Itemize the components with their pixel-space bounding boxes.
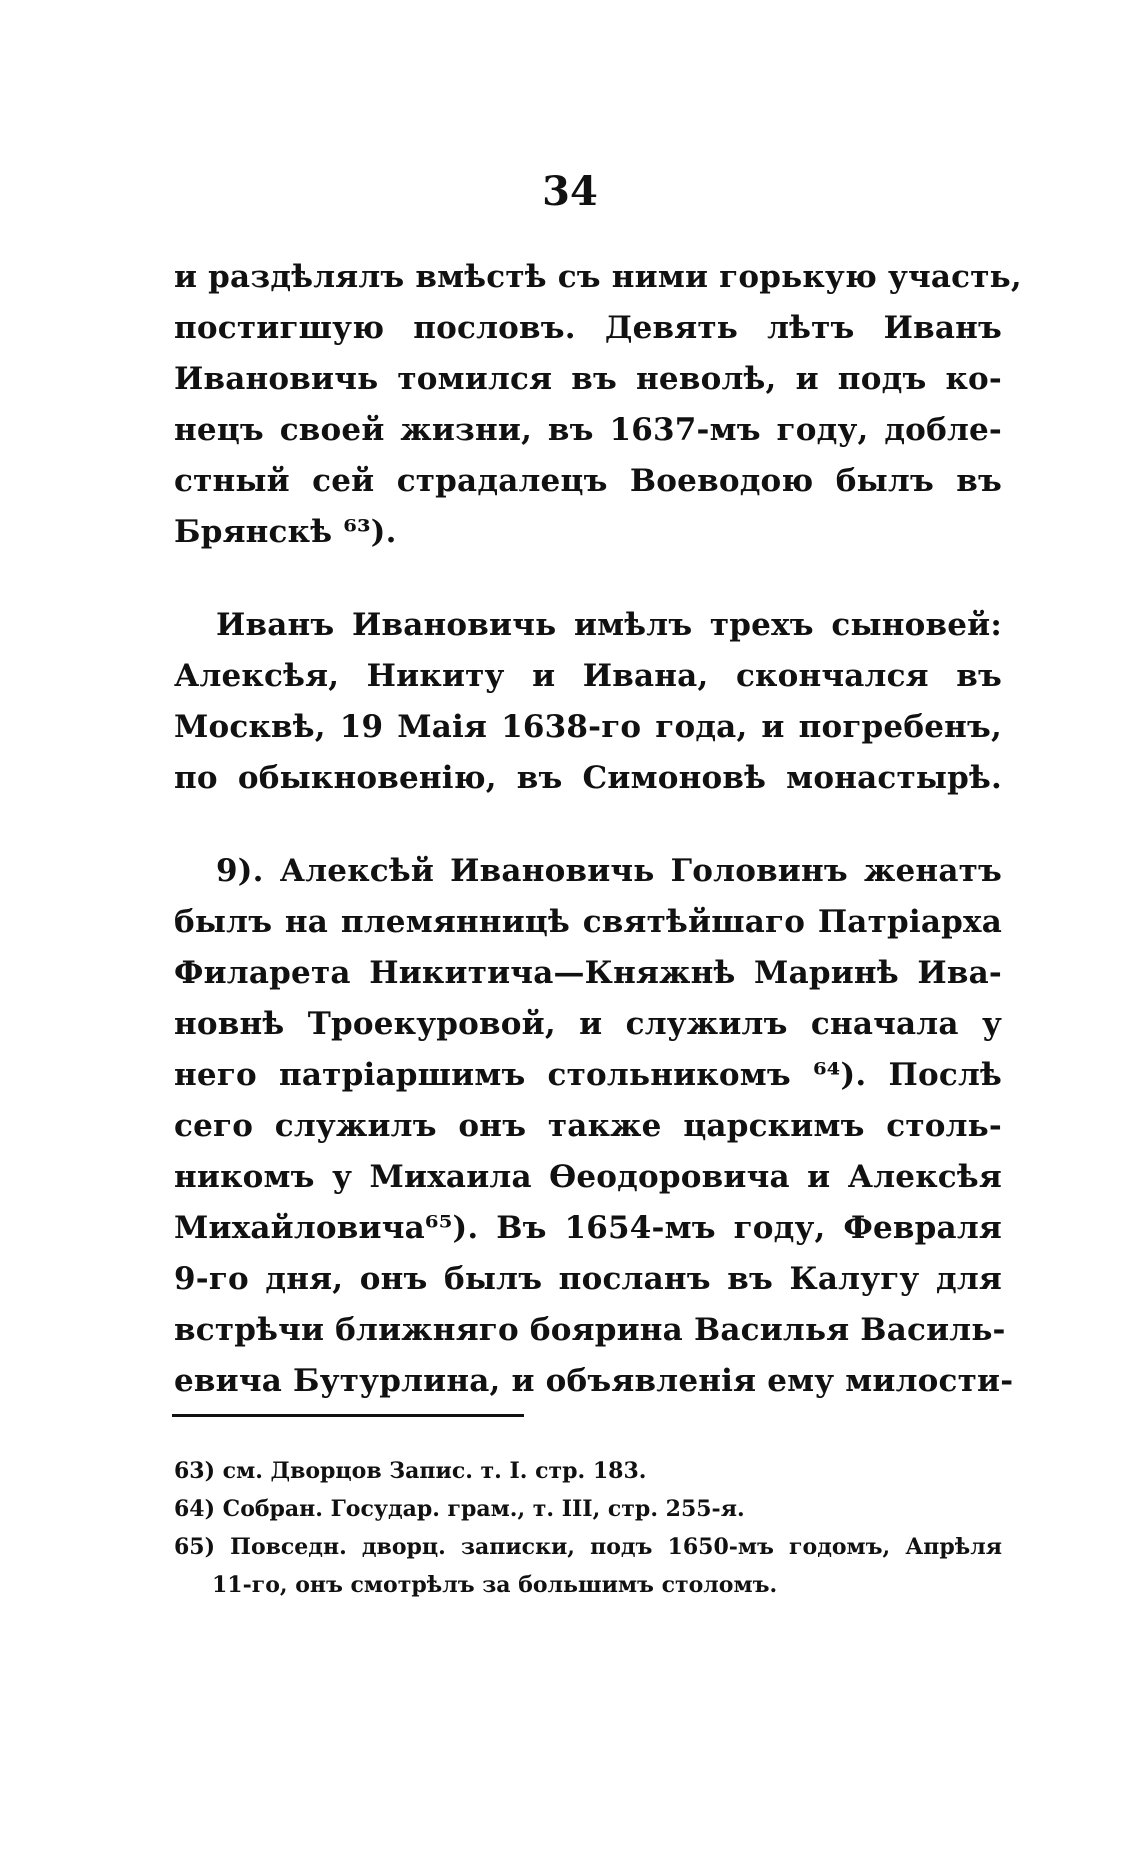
text-line: никомъ у Михаила Ѳеодоровича и Алексѣя (174, 1159, 1002, 1195)
text-line: встрѣчи ближняго боярина Василья Василь- (174, 1312, 1006, 1348)
text-line: Михайловича⁶⁵). Въ 1654-мъ году, Февраля (174, 1210, 1002, 1246)
text-line: Ивановичь томился въ неволѣ, и подъ ко- (174, 361, 1002, 397)
text-line: новнѣ Троекуровой, и служилъ сначала у (174, 1006, 1002, 1042)
text-line: былъ на племянницѣ святѣйшаго Патріарха (174, 904, 1002, 940)
text-line: 9-го дня, онъ былъ посланъ въ Калугу для (174, 1261, 1002, 1297)
text-line: постигшую пословъ. Девять лѣтъ Иванъ (174, 310, 1002, 346)
paragraph-gap (174, 804, 1002, 846)
text-line: нецъ своей жизни, въ 1637-мъ году, добле- (174, 412, 1002, 448)
text-line: и раздѣлялъ вмѣстѣ съ ними горькую участь, (174, 259, 1022, 295)
text-line: Москвѣ, 19 Маія 1638-го года, и погребенъ, (174, 709, 1002, 745)
text-line: 9). Алексѣй Ивановичь Головинъ женатъ (216, 853, 1002, 889)
text-line: Филарета Никитича—Княжнѣ Маринѣ Ива- (174, 955, 1002, 991)
text-line: него патріаршимъ стольникомъ ⁶⁴). Послѣ (174, 1057, 1002, 1093)
text-line: стный сей страдалецъ Воеводою былъ въ (174, 463, 1002, 499)
text-line: Иванъ Ивановичь имѣлъ трехъ сыновей: (216, 607, 1002, 643)
text-line: Алексѣя, Никиту и Ивана, скончался въ (174, 658, 1002, 694)
text-line: Брянскѣ ⁶³). (174, 514, 397, 550)
main-text (174, 252, 1022, 1407)
footnote-63: 63) см. Дворцов Запис. т. I. стр. 183. (174, 1458, 647, 1484)
page-number: 34 (542, 168, 598, 215)
footnote-divider (172, 1414, 524, 1417)
text-line: по обыкновенію, въ Симоновѣ монастырѣ. (174, 760, 1002, 796)
paragraph-gap (174, 558, 1002, 600)
text-line: сего служилъ онъ также царскимъ столь- (174, 1108, 1002, 1144)
footnote-65-continuation: 11-го, онъ смотрѣлъ за большимъ столомъ. (212, 1572, 778, 1598)
text-line: евича Бутурлина, и объявленія ему милости- (174, 1363, 1014, 1399)
footnotes (174, 1452, 1002, 1604)
footnote-65: 65) Повседн. дворц. записки, подъ 1650-мъ годомъ, Апрѣля (174, 1534, 1002, 1560)
footnote-64: 64) Собран. Государ. грам., т. III, стр. 255-я. (174, 1496, 745, 1522)
